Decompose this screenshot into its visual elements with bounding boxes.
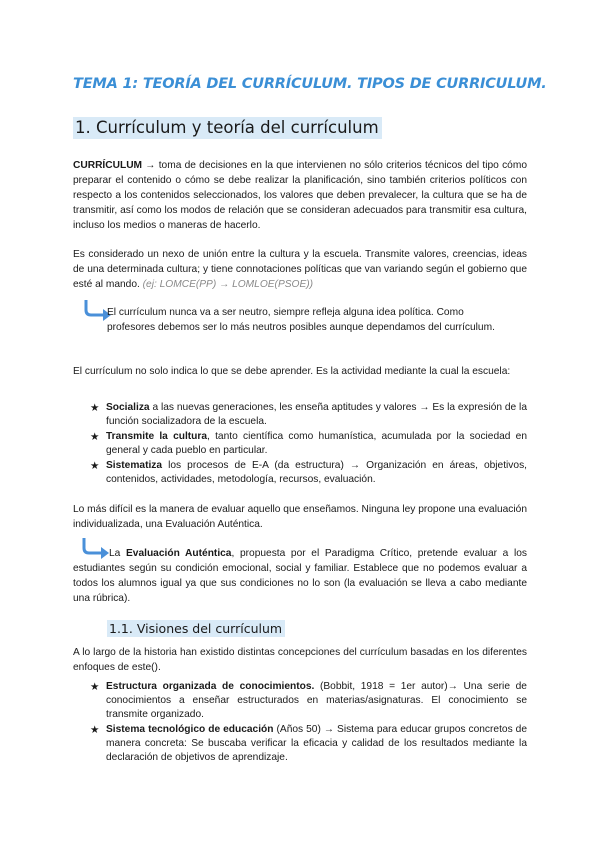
section-heading-1-1: 1.1. Visiones del currículum [107, 620, 285, 637]
item-text: los procesos de E-A (da estructura) → Organización en áreas, objetivos, contenidos, actividades, metodología, recursos, evaluación. [106, 460, 527, 485]
note-authentic-evaluation [73, 546, 527, 606]
definition-text: → toma de decisiones en la que intervienen no sólo criterios técnicos del tipo cómo preparar el contenido o cómo se debe realizar la planificación, sino también criterios políticos con respecto a los contenidos seleccionados, los valores que deben prevalecer, la cultura que se ha de transmitir, así como los modos de relación que se consideran adecuados para transmitir esa cultura, incluso los medios o maneras de hacerlo. [73, 160, 527, 231]
curriculum-visions-list [90, 680, 527, 766]
star-icon: ★ [90, 724, 100, 736]
paragraph-nexo [73, 247, 527, 292]
paragraph-evaluation: Lo más difícil es la manera de evaluar aquello que enseñamos. Ninguna ley propone una evaluación individualizada, una Evaluación Auténtica. [73, 504, 527, 530]
section-heading-1: 1. Currículum y teoría del currículum [73, 117, 382, 139]
school-functions-list [90, 401, 527, 488]
item-bold: Sistematiza [106, 460, 163, 471]
note-prefix: La [109, 548, 126, 559]
note-text: , propuesta por el Paradigma Crítico, pretende evaluar a los estudiantes según su condición emocional, social y familiar. Establece que no podemos evaluar a todos los alumnos igual ya que sus condiciones no lo son (la evaluación se lleva a cabo mediante una rúbrica). [73, 548, 528, 604]
star-icon: ★ [90, 431, 100, 443]
nexo-text: Es considerado un nexo de unión entre la cultura y la escuela. Transmite valores, creencias, ideas de una determinada cultura; y tiene connotaciones políticas que van variando según el gobierno que esté al mando. [73, 249, 527, 290]
item-text: (Años 50) → Sistema para educar grupos concretos de manera concreta: Se buscaba verificar la eficacia y calidad de los resultados mediante la declaración de objetivos de aprendizaje. [106, 724, 527, 763]
law-example: (ej: LOMCE(PP) → LOMLOE(PSOE)) [142, 279, 314, 290]
item-bold: Estructura organizada de conocimientos. [106, 681, 315, 692]
term-curriculum: CURRÍCULUM [73, 160, 143, 171]
item-bold: Transmite la cultura [106, 431, 208, 442]
list-item [90, 459, 527, 487]
list-item [90, 680, 527, 722]
item-bold: Socializa [106, 402, 150, 413]
note-neutrality: El currículum nunca va a ser neutro, siempre refleja alguna idea política. Como profesores debemos ser lo más neutros posibles aunque dependamos del currículum. [107, 307, 495, 333]
item-text: (Bobbit, 1918 = 1er autor)→ Una serie de conocimientos a enseñar estructurados en materias/asignaturas. El conocimiento se transmite organizado. [106, 681, 527, 720]
star-icon: ★ [90, 460, 100, 472]
star-icon: ★ [90, 402, 100, 414]
item-bold: Sistema tecnológico de educación [106, 724, 274, 735]
paragraph-curriculum-definition [73, 158, 527, 233]
term-authentic-evaluation: Evaluación Auténtica [126, 548, 232, 559]
star-icon: ★ [90, 681, 100, 693]
list-item [90, 401, 527, 429]
paragraph-activity: El currículum no solo indica lo que se debe aprender. Es la actividad mediante la cual la escuela: [73, 366, 511, 377]
item-text: , tanto científica como humanística, acumulada por la sociedad en general y cada pueblo en particular. [106, 431, 528, 456]
document-title: TEMA 1: TEORÍA DEL CURRÍCULUM. TIPOS DE CURRICULUM. [73, 76, 547, 92]
list-item [90, 430, 527, 458]
list-item [90, 723, 527, 765]
item-text: a las nuevas generaciones, les enseña aptitudes y valores → Es la expresión de la función socializadora de la escuela. [106, 402, 527, 427]
paragraph-visions: A lo largo de la historia han existido distintas concepciones del currículum basadas en los diferentes enfoques de este(). [73, 647, 527, 673]
